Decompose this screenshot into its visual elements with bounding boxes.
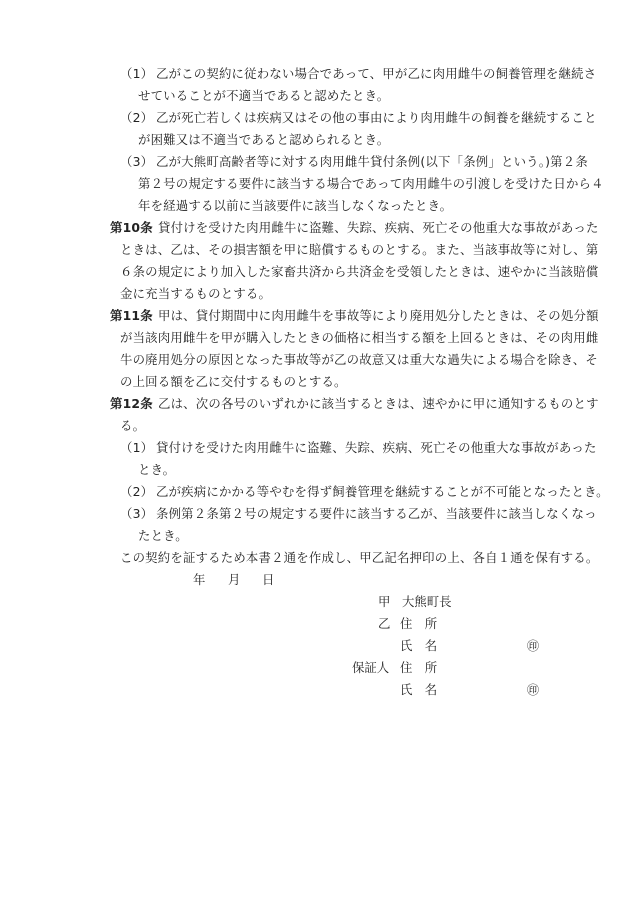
item-number: （1） xyxy=(120,440,154,455)
article-text: 牛の廃用処分の原因となった事故等が乙の故意又は重大な過失による場合を除き、そ xyxy=(120,352,598,367)
item-text: せていることが不適当であると認めたとき。 xyxy=(138,88,390,103)
item-number: （3） xyxy=(120,154,154,169)
date-month: 月 xyxy=(228,572,241,587)
article-text: 金に充当するものとする。 xyxy=(120,286,272,301)
seal-mark: ㊞ xyxy=(527,639,540,653)
article-text: 甲は、貸付期間中に肉用雌牛を事故等により廃用処分したときは、その処分額 xyxy=(158,308,599,323)
address-label: 住 所 xyxy=(400,660,438,675)
date-year: 年 xyxy=(193,572,206,587)
item-text: が困難又は不適当であると認められるとき。 xyxy=(138,132,390,147)
name-label: 氏 名 xyxy=(400,638,438,653)
item-text: 乙が大熊町高齢者等に対する肉用雌牛貸付条例(以下「条例」という。)第２条 xyxy=(156,154,588,169)
seal-mark: ㊞ xyxy=(527,683,540,697)
party-a-name: 大熊町長 xyxy=(402,594,452,609)
party-a-label: 甲 xyxy=(378,594,391,609)
article-text: が当該肉用雌牛を甲が購入したときの価格に相当する額を上回るときは、その肉用雌 xyxy=(120,330,599,345)
address-label: 住 所 xyxy=(400,616,438,631)
item-text: 乙が疾病にかかる等やむを得ず飼養管理を継続することが不可能となったとき。 xyxy=(156,484,609,499)
item-text: 第２号の規定する要件に該当する場合であって肉用雌牛の引渡しを受けた日から４ xyxy=(138,176,604,191)
item-text: 乙が死亡若しくは疾病又はその他の事由により肉用雌牛の飼養を継続すること xyxy=(156,110,597,125)
closing-text: この契約を証するため本書２通を作成し、甲乙記名押印の上、各自１通を保有する。 xyxy=(120,550,599,565)
article-text: の上回る額を乙に交付するものとする。 xyxy=(120,374,347,389)
item-text: とき。 xyxy=(138,462,176,477)
article-text: る。 xyxy=(120,418,146,433)
item-text: 条例第２条第２号の規定する要件に該当する乙が、当該要件に該当しなくなっ xyxy=(156,506,597,521)
item-text: 貸付けを受けた肉用雌牛に盗難、失踪、疾病、死亡その他重大な事故があった xyxy=(156,440,597,455)
article-text: ときは、乙は、その損害額を甲に賠償するものとする。また、当該事故等に対し、第 xyxy=(120,242,599,257)
item-text: 年を経過する以前に当該要件に該当しなくなったとき。 xyxy=(138,198,453,213)
guarantor-label: 保証人 xyxy=(352,660,390,675)
party-b-label: 乙 xyxy=(378,616,391,631)
date-day: 日 xyxy=(262,572,275,587)
item-number: （1） xyxy=(120,66,154,81)
article-text: 乙は、次の各号のいずれかに該当するときは、速やかに甲に通知するものとす xyxy=(158,396,599,411)
article-11-label: 第11条 xyxy=(110,308,153,323)
article-10-label: 第10条 xyxy=(110,220,153,235)
article-text: 貸付けを受けた肉用雌牛に盗難、失踪、疾病、死亡その他重大な事故があった xyxy=(158,220,599,235)
article-12-label: 第12条 xyxy=(110,396,153,411)
article-text: ６条の規定により加入した家畜共済から共済金を受領したときは、速やかに当該賠償 xyxy=(120,264,599,279)
item-number: （3） xyxy=(120,506,154,521)
name-label: 氏 名 xyxy=(400,682,438,697)
item-number: （2） xyxy=(120,110,154,125)
item-text: 乙がこの契約に従わない場合であって、甲が乙に肉用雌牛の飼養管理を継続さ xyxy=(156,66,597,81)
item-number: （2） xyxy=(120,484,154,499)
item-text: たとき。 xyxy=(138,528,188,543)
